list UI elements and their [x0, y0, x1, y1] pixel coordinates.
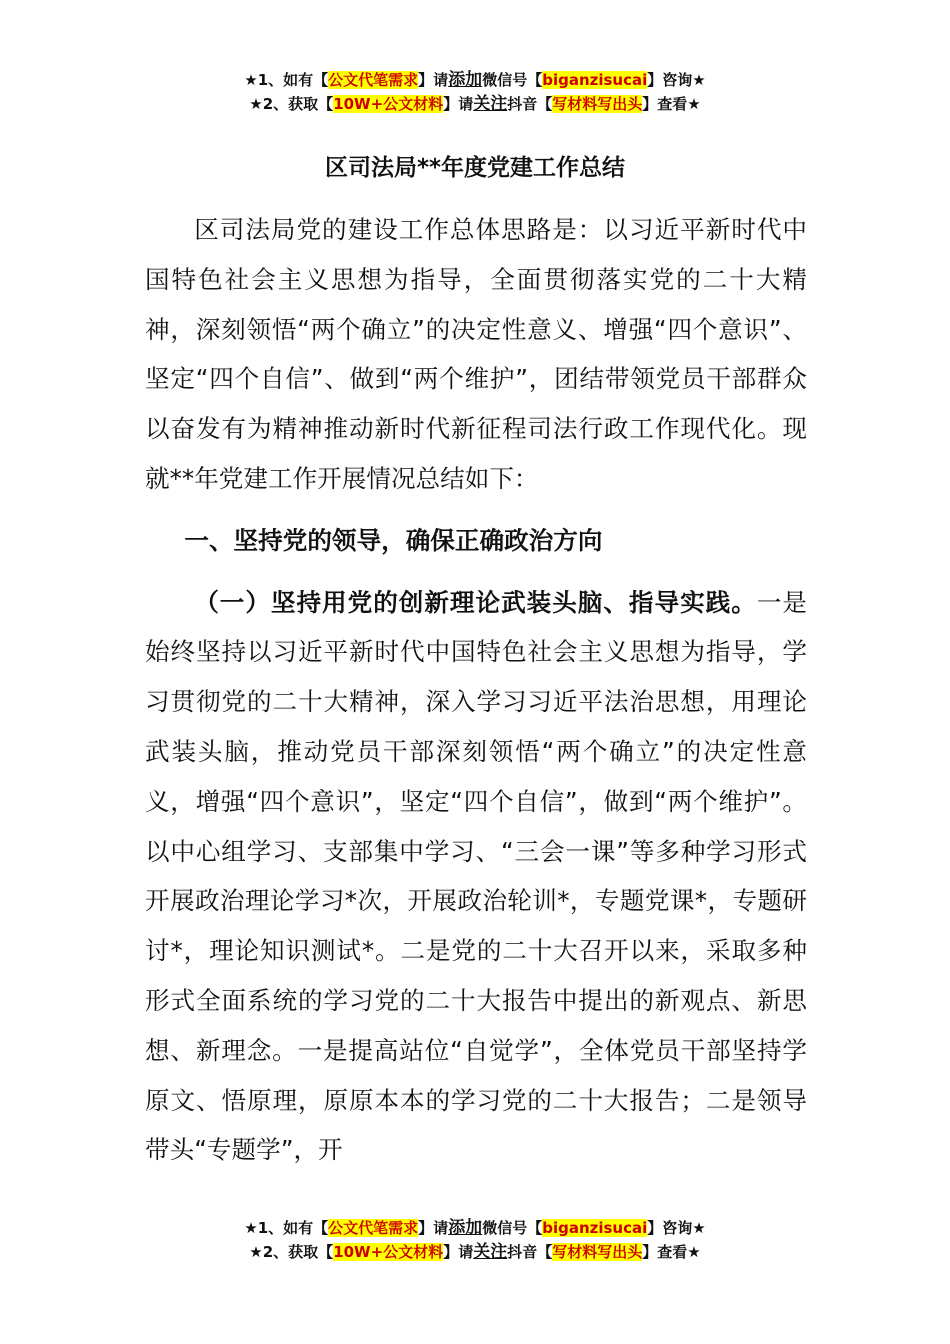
section-heading: 一、坚持党的领导，确保正确政治方向	[184, 525, 603, 555]
promo-emphasis: 添加	[448, 70, 483, 90]
promo-text: ★1、如有【	[244, 1219, 329, 1237]
promo-line-1	[0, 68, 950, 92]
promo-text: 】请	[418, 1219, 449, 1237]
promo-text: 微信号【	[482, 71, 543, 89]
promo-text: 】查看★	[642, 1243, 701, 1261]
promo-text: 】查看★	[642, 95, 701, 113]
promo-text: 微信号【	[482, 1219, 543, 1237]
promo-highlight: 10W+公文材料	[333, 95, 444, 113]
promo-text: 】咨询★	[647, 1219, 706, 1237]
promo-highlight: 写材料写出头	[552, 95, 643, 113]
promo-text: ★2、获取【	[249, 95, 334, 113]
subsection-paragraph	[145, 578, 807, 1176]
intro-paragraph: 区司法局党的建设工作总体思路是：以习近平新时代中国特色社会主义思想为指导，全面贯彻落实党的二十大精神，深刻领悟“两个确立”的决定性意义、增强“四个意识”、坚定“四个自信”、做到“两个维护”，团结带领党员干部群众以奋发有为精神推动新时代新征程司法行政工作现代化。现就**年党建工作开展情况总结如下：	[145, 215, 807, 493]
promo-line-2	[0, 1240, 950, 1264]
promo-emphasis: 关注	[473, 94, 508, 114]
promo-text: 】请	[443, 1243, 474, 1261]
promo-text: 】请	[443, 95, 474, 113]
promo-text: ★1、如有【	[244, 71, 329, 89]
promo-emphasis: 关注	[473, 1242, 508, 1262]
promo-text: 抖音【	[507, 95, 553, 113]
promo-highlight: 公文代笔需求	[328, 1219, 419, 1237]
promo-text: 抖音【	[507, 1243, 553, 1261]
promo-highlight: biganzisucai	[542, 1219, 648, 1237]
promo-emphasis: 添加	[448, 1218, 483, 1238]
promo-text: ★2、获取【	[249, 1243, 334, 1261]
document-body	[145, 205, 807, 1175]
promo-banner-bottom	[0, 1216, 950, 1264]
subsection-body: 一是始终坚持以习近平新时代中国特色社会主义思想为指导，学习贯彻党的二十大精神，深入学习习近平法治思想，用理论武装头脑，推动党员干部深刻领悟“两个确立”的决定性意义，增强“四个意识”，坚定“四个自信”，做到“两个维护”。以中心组学习、支部集中学习、“三会一课”等多种学习形式开展政治理论学习*次，开展政治轮训*，专题党课*，专题研讨*，理论知识测试*。二是党的二十大召开以来，采取多种形式全面系统的学习党的二十大报告中提出的新观点、新思想、新理念。一是提高站位“自觉学”，全体党员干部坚持学原文、悟原理，原原本本的学习党的二十大报告；二是领导带头“专题学”，开	[145, 587, 807, 1165]
promo-highlight: 写材料写出头	[552, 1243, 643, 1261]
subsection-heading: （一）坚持用党的创新理论武装头脑、指导实践。	[194, 587, 757, 617]
promo-highlight: 公文代笔需求	[328, 71, 419, 89]
document-title: 区司法局**年度党建工作总结	[324, 155, 626, 181]
promo-highlight: biganzisucai	[542, 71, 648, 89]
promo-banner-top	[0, 68, 950, 116]
promo-line-1	[0, 1216, 950, 1240]
promo-text: 】咨询★	[647, 71, 706, 89]
promo-text: 】请	[418, 71, 449, 89]
promo-line-2	[0, 92, 950, 116]
promo-highlight: 10W+公文材料	[333, 1243, 444, 1261]
